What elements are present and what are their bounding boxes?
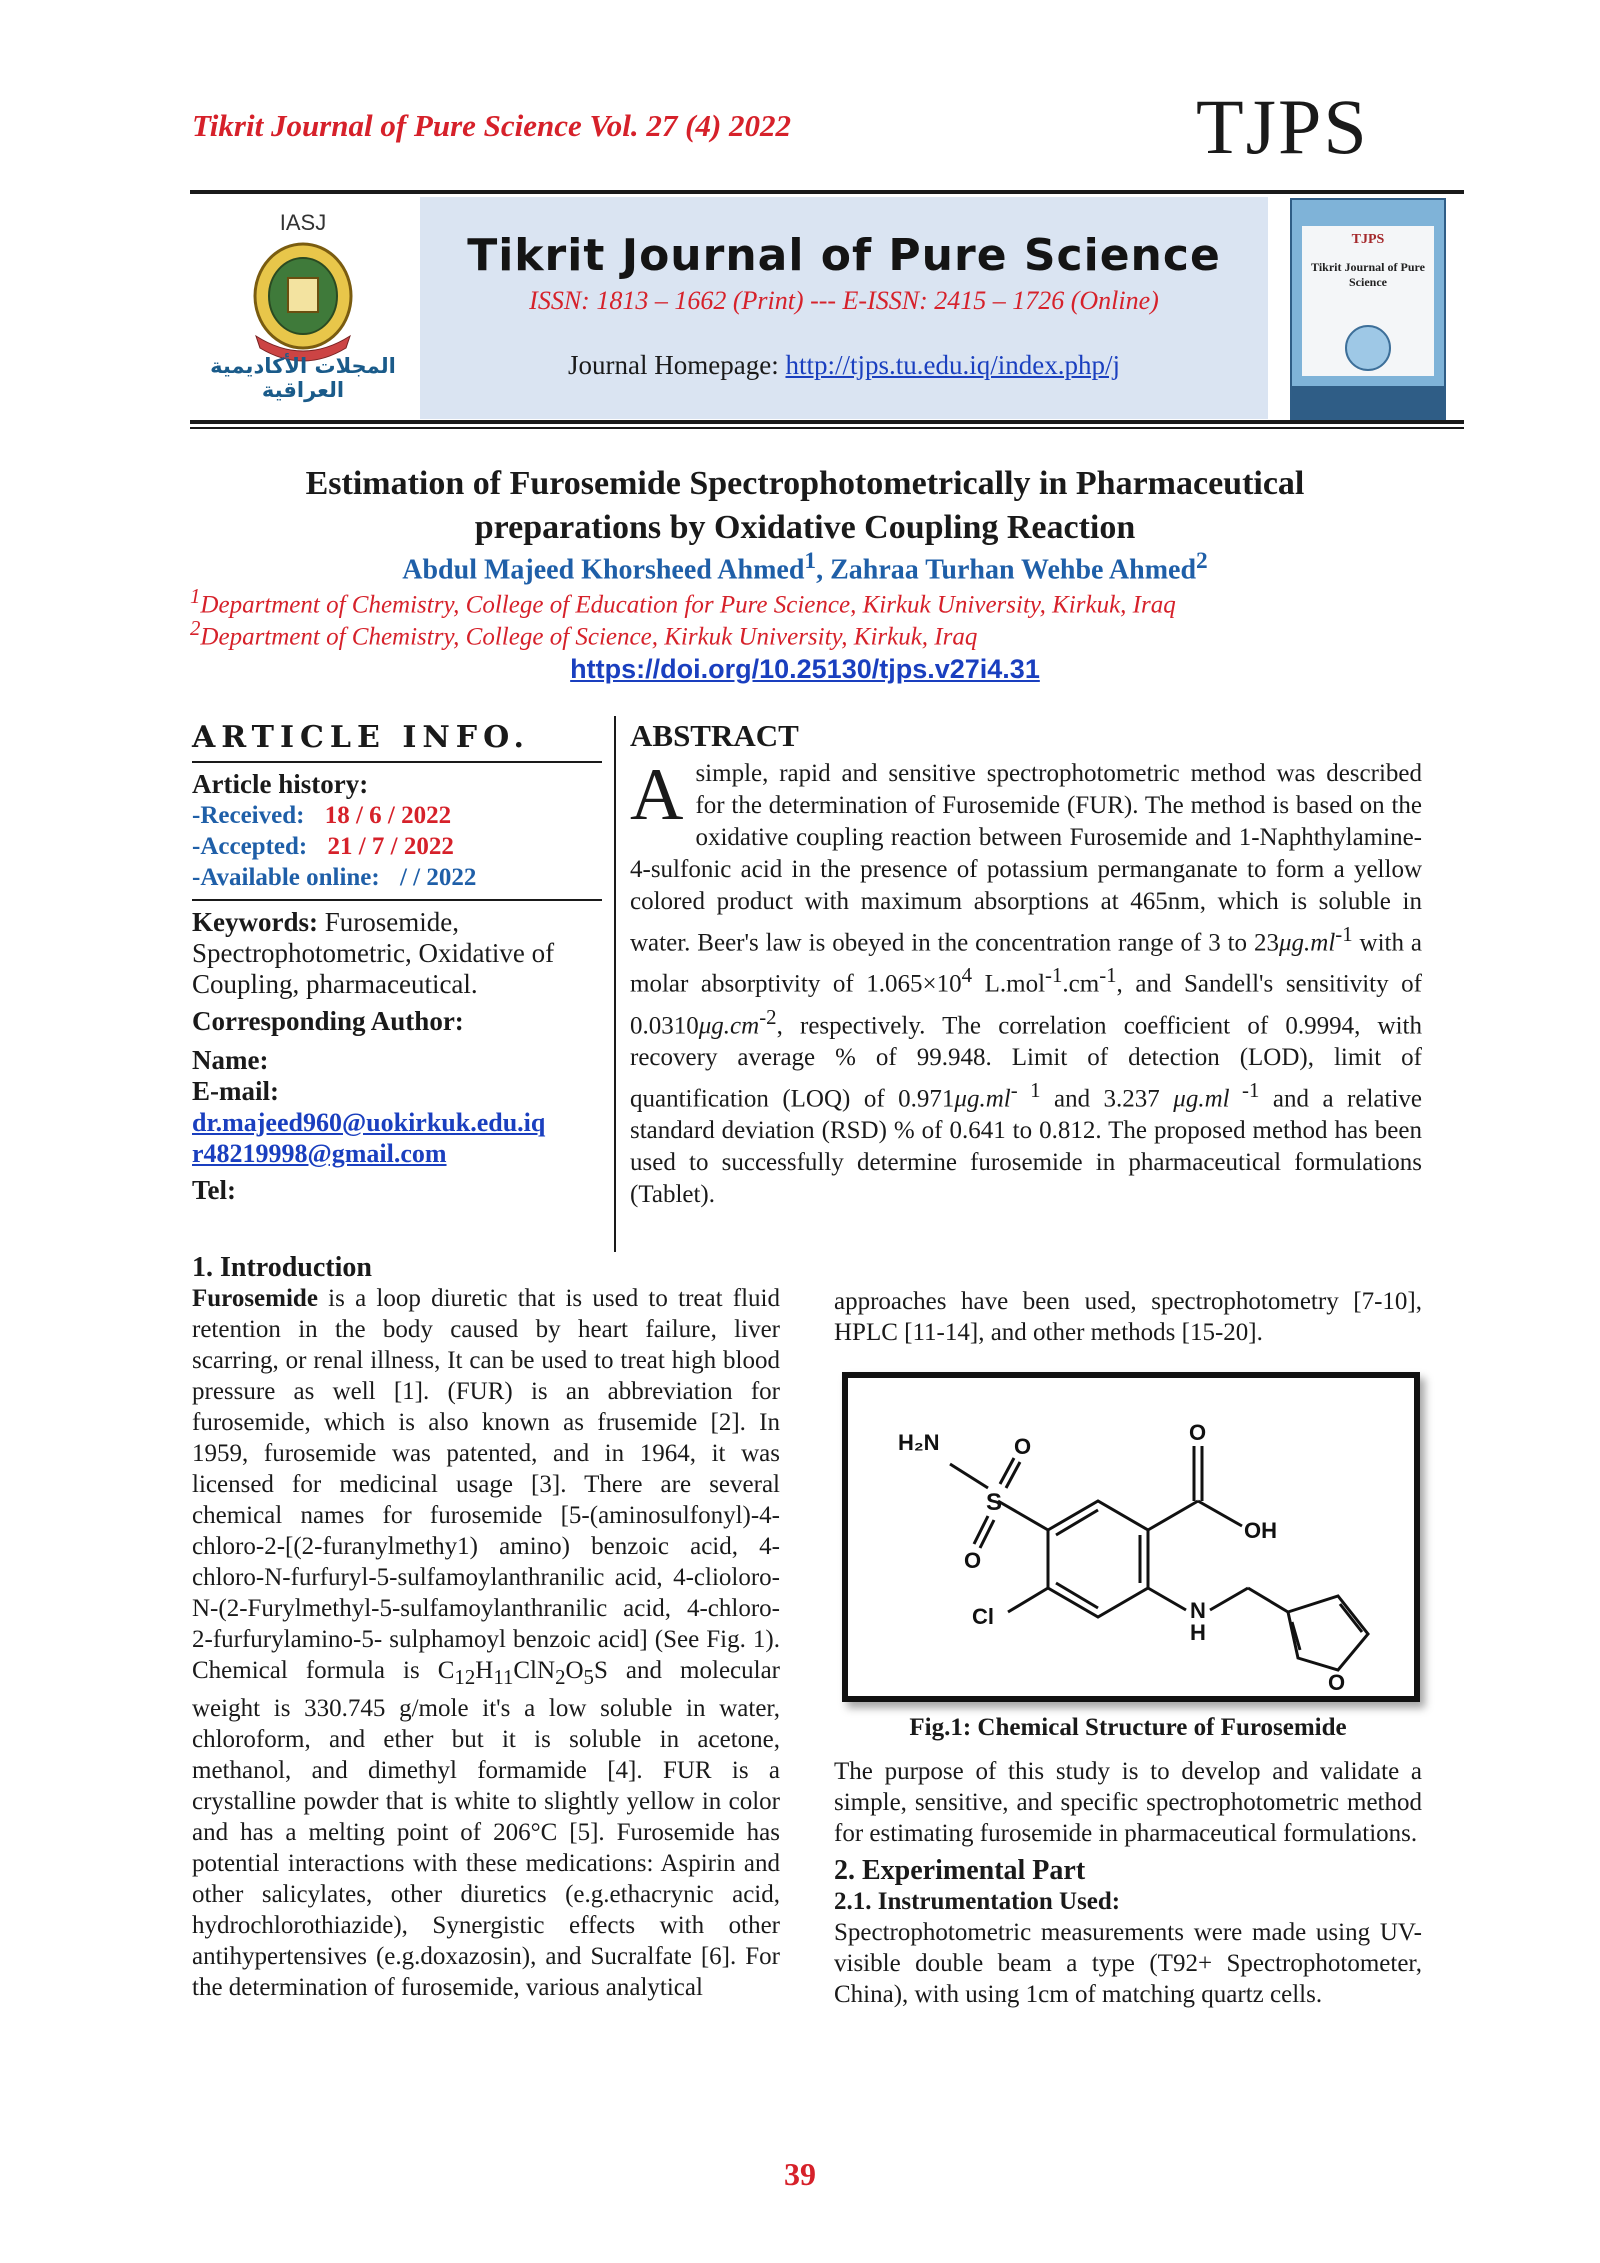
label-s: S [986,1489,1003,1516]
abstract-part-5: , and Sandell's sensitivity of 0.0310 [630,970,1422,1039]
introduction-text [192,1283,780,2003]
article-title-line2: preparations by Oxidative Coupling Reaction [474,509,1136,546]
author-separator: , [816,554,831,586]
author-1: Abdul Majeed Khorsheed Ahmed [402,554,805,586]
abstract-unit-1: μg.ml [1278,929,1336,957]
abstract-sup-4: -1 [1099,963,1117,988]
running-head: Tikrit Journal of Pure Science Vol. 27 (4) 2022 [192,108,792,143]
label-h2n: H₂N [898,1430,940,1455]
journal-brand: TJPS [1196,83,1369,170]
instrumentation-text: Spectrophotometric measurements were made using UV-visible double beam a type (T92+ Spectrophotometer, China), with using 1cm of matching quartz cells. [834,1919,1422,2008]
header-rule-bottom [190,420,1464,424]
journal-homepage [420,350,1268,381]
abstract-part-7: and 3.237 [1040,1085,1174,1113]
page-number: 39 [784,2156,816,2192]
abstract-heading: ABSTRACT [630,718,799,753]
abstract-dropcap: A [630,754,684,836]
abstract-part-2: with a molar absorptivity of 1.065×10 [630,929,1422,998]
keywords-label: Keywords: [192,907,318,937]
figure-1-frame [842,1372,1420,1702]
journal-name: Tikrit Journal of Pure Science [467,230,1221,281]
abstract-part-4: .cm [1062,970,1100,998]
affiliation-2 [190,616,977,651]
label-o-bottom: O [964,1548,982,1573]
abstract-sup-1: -1 [1335,922,1353,946]
article-history-label: Article history: [192,769,369,799]
journal-cover-thumbnail [1290,198,1446,422]
intro-lead-term: Furosemide [192,1285,318,1312]
info-column-divider [614,716,616,1252]
homepage-label: Journal Homepage: [568,350,786,380]
iasj-logo [196,206,410,402]
abstract-sup-7: -1 [1229,1077,1260,1102]
online-value: / / 2022 [399,864,477,891]
cover-globe-icon [1292,200,1444,420]
email-link-1[interactable]: dr.majeed960@uokirkuk.edu.iq [192,1108,546,1137]
affiliation-1-sup: 1 [190,584,201,608]
abstract-sup-3: -1 [1045,963,1063,988]
formula-h: H [475,1657,494,1684]
author-2-sup: 2 [1196,548,1208,574]
abstract-unit-4: μg.ml [1173,1085,1230,1113]
abstract-text [630,754,1422,1211]
corresponding-label: Corresponding Author: [192,1006,464,1036]
abstract-sup-6: - 1 [1010,1077,1041,1102]
formula-cln: ClN [513,1657,556,1684]
affiliation-1-text: Department of Chemistry, College of Education for Pure Science, Kirkuk University, Kirkuk, Iraq [200,591,1176,619]
formula-sub-1: 12 [454,1665,476,1689]
keywords-value: Furosemide, Spectrophotometric, Oxidative of Coupling, pharmaceutical. [192,907,555,999]
affiliation-1 [190,584,1176,619]
header-rule-top [190,190,1464,194]
intro-continued [834,1286,1422,1348]
article-info-heading: ARTICLE INFO. [192,720,530,755]
affiliation-2-text: Department of Chemistry, College of Science, Kirkuk University, Kirkuk, Iraq [200,623,978,651]
homepage-link[interactable]: http://tjps.tu.edu.iq/index.php/j [785,350,1120,380]
journal-issn: ISSN: 1813 – 1662 (Print) --- E-ISSN: 2415 – 1726 (Online) [529,286,1159,315]
intro-continued-text: approaches have been used, spectrophotometry [7-10], HPLC [11-14], and other methods [15-20]. [834,1288,1422,1346]
purpose-and-experimental [834,1756,1422,2010]
name-label: Name: [192,1045,269,1075]
iasj-logo-text: IASJ [279,210,327,235]
author-1-sup: 1 [804,548,817,574]
article-title [190,462,1420,550]
accepted-row [192,831,602,862]
experimental-heading: 2. Experimental Part [834,1855,1086,1886]
abstract-part-6: , respectively. The correlation coefficient of 0.9994, with recovery average % of 99.948. Limit of detection (LOD), limit of quantification (LOQ) of 0.971 [630,1011,1422,1113]
info-rule-1 [192,761,602,763]
abstract-sup-2: 4 [961,963,973,988]
accepted-value: 21 / 7 / 2022 [327,833,454,860]
introduction-section [192,1252,780,2003]
intro-part-b: S and molecular weight is 330.745 g/mole it's a low soluble in water, chloroform, and ether but it is soluble in acetone, methanol, and dimethyl formamide [4]. FUR is a crystalline powder that is white to slightly yellow in color and has a melting point of 206°C [5]. Furosemide has potential interactions with these medications: Aspirin and other salicylates, other diuretics (e.g.ethacrynic acid, hydrochlorothiazide), Synergistic effects with other antihypertensives (e.g.doxazosin), and Sucralfate [6]. For the determination of furosemide, various analytical [192,1657,781,2001]
doi-link[interactable]: https://doi.org/10.25130/tjps.v27i4.31 [570,654,1040,684]
label-o-top: O [1014,1434,1032,1459]
label-o-furan: O [1328,1670,1346,1695]
label-h: H [1190,1620,1206,1645]
article-info-panel [192,720,602,1206]
label-o-acid: O [1189,1420,1207,1445]
keywords-block [192,907,602,1000]
formula-sub-3: 2 [555,1665,566,1689]
cover-label: TJPS [1351,232,1385,247]
email-link-2[interactable]: r48219998@gmail.com [192,1139,447,1168]
author-2: Zahraa Turhan Wehbe Ahmed [830,554,1197,586]
info-rule-2 [192,899,602,901]
received-row [192,800,602,831]
tel-label: Tel: [192,1175,237,1205]
received-label: -Received: [192,802,305,829]
online-row [192,862,602,893]
label-oh: OH [1244,1518,1277,1543]
email-label: E-mail: [192,1076,279,1106]
article-title-line1: Estimation of Furosemide Spectrophotometrically in Pharmaceutical [305,465,1305,502]
affiliation-2-sup: 2 [190,616,201,640]
online-label: -Available online: [192,864,380,891]
abstract-section [630,720,1422,1211]
doi-line [190,654,1420,685]
instrumentation-heading: 2.1. Instrumentation Used: [834,1888,1121,1915]
formula-sub-4: 5 [583,1665,594,1689]
introduction-heading: 1. Introduction [192,1252,372,1283]
author-list [190,548,1420,586]
formula-sub-2: 11 [493,1665,514,1689]
iasj-arabic-text: المجلات الأكاديمية العراقية [210,354,396,402]
furosemide-structure-diagram [848,1378,1414,1696]
figure-1-caption: Fig.1: Chemical Structure of Furosemide [909,1714,1347,1741]
intro-part-a: is a loop diuretic that is used to treat fluid retention in the body caused by heart failure, liver scarring, or renal illness, It can be used to treat high blood pressure as well [1]. (FUR) is an abbreviation for furosemide, which is also known as frusemide [2]. In 1959, furosemide was patented, and in 1964, it was licensed for medicinal usage [3]. There are several chemical names for furosemide [5-(aminosulfonyl)-4-chloro-2-[(2-furanylmethy1) amino) benzoic acid, 4-chloro-N-furfuryl-5-sulfamoylanthranilic acid, 4-clioloro-N-(2-Furylmethyl-5-sulfamoylanthranilic acid, 4-chloro-2-furfurylamino-5- sulphamoyl benzoic acid] (See Fig. 1). Chemical formula is C [192,1285,780,1684]
abstract-part-1: simple, rapid and sensitive spectrophotometric method was described for the determination of Furosemide (FUR). The method is based on the oxidative coupling reaction between Furosemide and 1-Naphthylamine-4-sulfonic acid in the presence of potassium permanganate to form a yellow colored product with maximum absorptions at 465nm, which is soluble in water. Beer's law is obeyed in the concentration range of 3 to 23 [630,760,1422,957]
abstract-unit-2: μg.cm [698,1011,760,1039]
abstract-sup-5: -2 [759,1004,777,1029]
abstract-part-3: L.mol [972,970,1046,998]
abstract-unit-3: μg.ml [954,1085,1011,1113]
formula-o: O [565,1657,584,1684]
accepted-label: -Accepted: [192,833,308,860]
purpose-paragraph: The purpose of this study is to develop and validate a simple, sensitive, and specific spectrophotometric method for estimating furosemide in pharmaceutical formulations. [834,1758,1422,1847]
cover-title: Tikrit Journal of Pure Science [1311,260,1425,289]
header-rule-bottom-thin [190,427,1464,429]
received-value: 18 / 6 / 2022 [324,802,452,829]
abstract-part-8: and a relative standard deviation (RSD) % of 0.641 to 0.812. The proposed method has been used to successfully determine furosemide in pharmaceutical formulations (Tablet). [630,1085,1422,1209]
label-cl: Cl [972,1604,994,1629]
label-n: N [1190,1598,1206,1623]
